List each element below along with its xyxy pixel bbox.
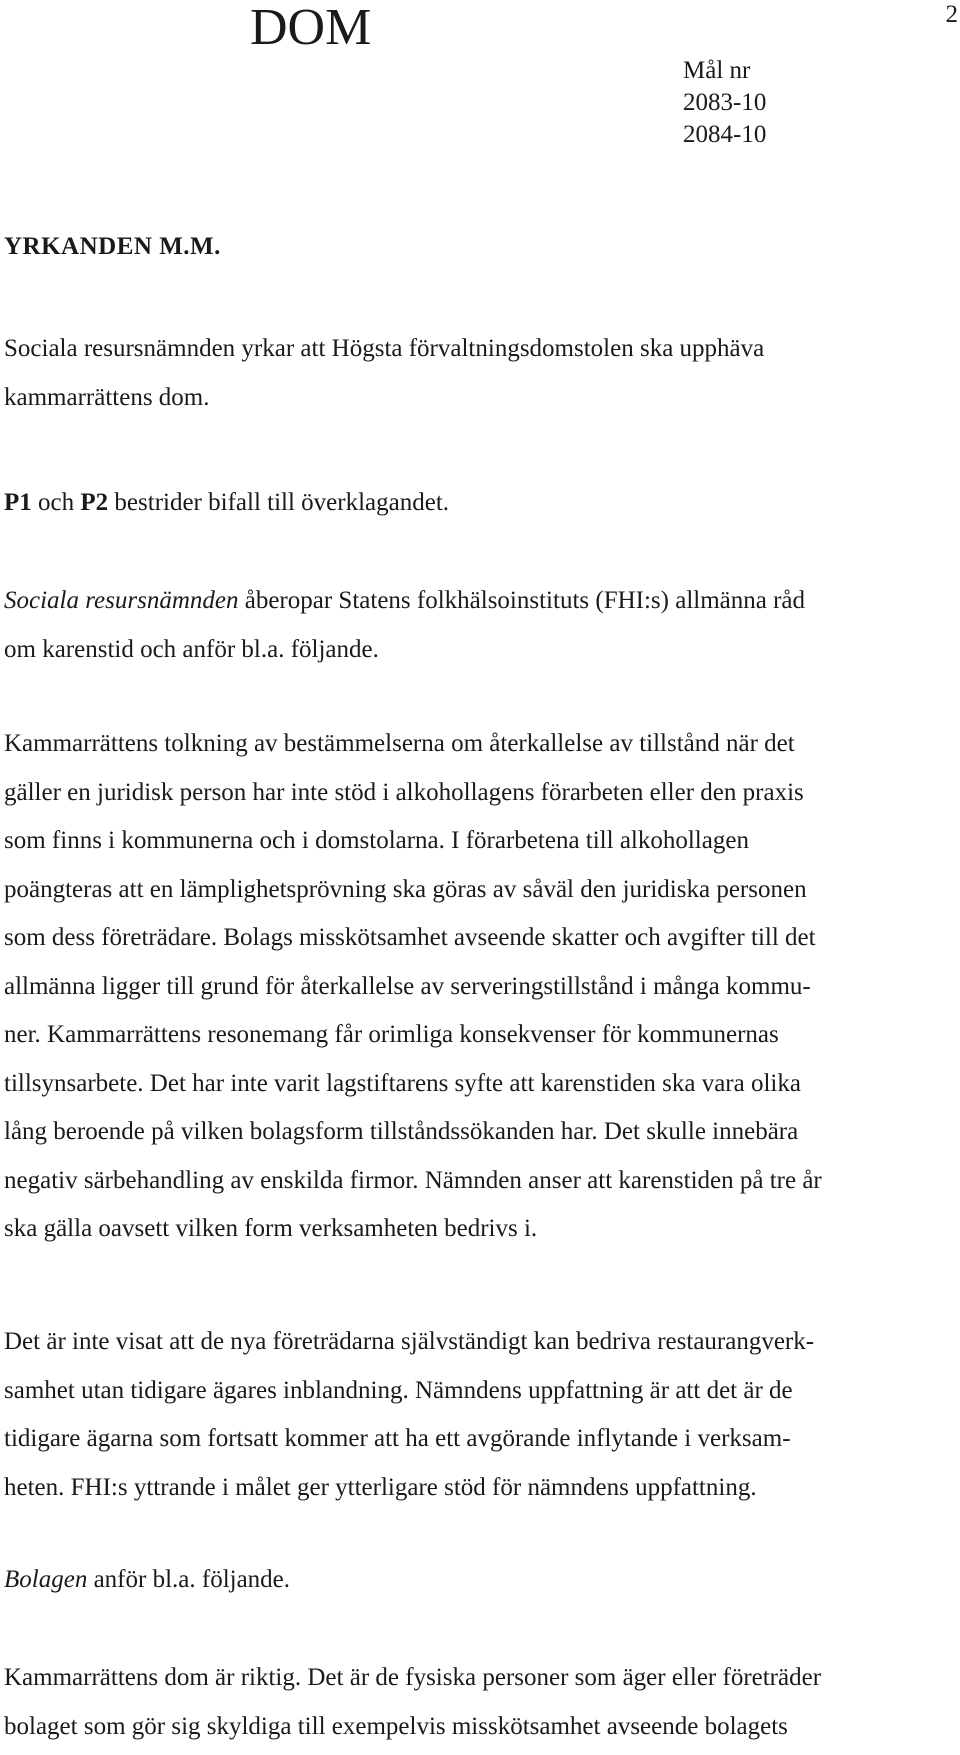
text-line: tidigare ägarna som fortsatt kommer att ha ett avgörande inflytande i verksam- [4,1425,791,1452]
opposition-paragraph [4,478,934,527]
text-line: poängteras att en lämplighetsprövning ska göras av såväl den juridiska personen [4,875,807,903]
text-line: kammarrättens dom. [4,384,210,411]
text-line: ner. Kammarrättens resonemang får orimliga konsekvenser för kommunernas [4,1021,779,1048]
case-number: 2084-10 [683,121,767,148]
case-number: 2083-10 [683,89,767,116]
response-intro-paragraph [4,1555,934,1604]
text-span: anför bl.a. följande. [87,1566,291,1593]
party-name: Sociala resursnämnden [4,587,239,614]
text-line [4,576,934,625]
case-number-block [683,55,766,151]
text-span: bestrider bifall till överklagandet. [108,489,450,516]
text-line: negativ särbehandling av enskilda firmor. Nämnden anser att karenstiden på tre år [4,1166,822,1194]
text-line: lång beroende på vilken bolagsform tillståndssökanden har. Det skulle innebära [4,1118,799,1145]
party-p1: P1 [4,489,32,516]
text-line: samhet utan tidigare ägares inblandning. Nämndens uppfattning är att det är de [4,1376,793,1404]
document-type-title: DOM [250,0,372,56]
text-line: gäller en juridisk person har inte stöd i alkohollagens förarbeten eller den praxis [4,778,804,806]
case-number-label: Mål nr [683,57,751,84]
text-span: och [31,489,81,516]
party-p2: P2 [80,489,109,516]
text-line: tillsynsarbete. Det har inte varit lagstiftarens syfte att karenstiden ska vara olika [4,1069,801,1097]
text-line: som dess företrädare. Bolags misskötsamhet avseende skatter och avgifter till det [4,924,816,951]
text-span: åberopar Statens folkhälsoinstituts (FHI:s) allmänna råd [238,587,806,614]
invocation-paragraph [4,576,934,674]
argument-paragraph [4,1318,934,1512]
argument-paragraph [4,720,934,1254]
text-line [4,478,934,527]
section-heading: YRKANDEN M.M. [4,233,221,260]
text-line: Sociala resursnämnden yrkar att Högsta förvaltningsdomstolen ska upphäva [4,335,765,362]
text-line: Kammarrättens tolkning av bestämmelserna om återkallelse av tillstånd när det [4,730,795,757]
text-line: Kammarrättens dom är riktig. Det är de fysiska personer som äger eller företräder [4,1664,822,1691]
text-line: heten. FHI:s yttrande i målet ger ytterligare stöd för nämndens uppfattning. [4,1473,757,1501]
text-line: bolaget som gör sig skyldiga till exempelvis misskötsamhet avseende bolagets [4,1713,788,1740]
party-name: Bolagen [4,1566,88,1593]
text-line: allmänna ligger till grund för återkallelse av serveringstillstånd i många kommu- [4,972,811,1000]
response-paragraph [4,1653,934,1751]
page-number: 2 [945,1,958,28]
text-line: om karenstid och anför bl.a. följande. [4,636,379,663]
text-line [4,1555,934,1604]
text-line: ska gälla oavsett vilken form verksamheten bedrivs i. [4,1215,538,1242]
text-line: Det är inte visat att de nya företrädarna självständigt kan bedriva restaurangverk- [4,1328,815,1355]
text-line: som finns i kommunerna och i domstolarna. I förarbetena till alkohollagen [4,827,749,854]
claim-paragraph [4,324,934,422]
